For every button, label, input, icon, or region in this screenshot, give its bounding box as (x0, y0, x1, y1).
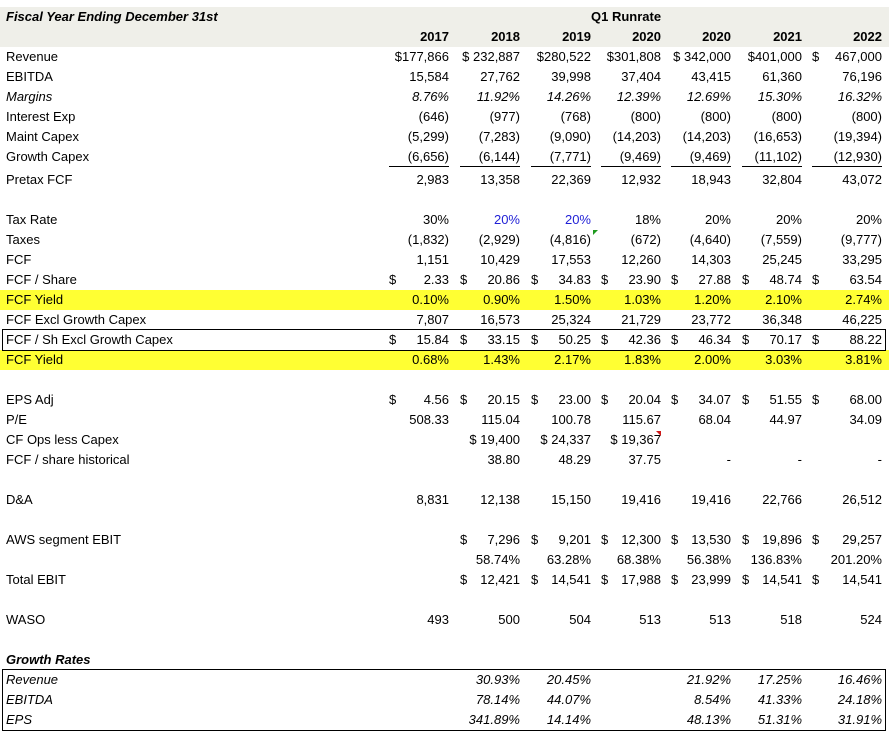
cell-fcfshexcl-0[interactable]: 15.84 (416, 332, 449, 347)
row-totebit (0, 570, 889, 590)
cell-totebit-2-currency[interactable]: $ (531, 572, 539, 587)
row-label-aws[interactable]: AWS segment EBIT (6, 532, 122, 547)
cell-greps-4[interactable]: 48.13% (686, 712, 731, 727)
cell-eps-2-currency[interactable]: $ (531, 392, 539, 407)
cell-aws-5-currency[interactable]: $ (742, 532, 750, 547)
row-label-maint[interactable]: Maint Capex (6, 129, 79, 144)
cell-maint-0[interactable]: (5,299) (407, 129, 449, 144)
row-label-fcfyield2[interactable]: FCF Yield (6, 352, 64, 367)
row-label-grrev[interactable]: Revenue (6, 672, 59, 687)
cell-fcfshare-5[interactable]: 48.74 (769, 272, 802, 287)
row-awspct (0, 550, 889, 570)
row-label-eps[interactable]: EPS Adj (6, 392, 54, 407)
cell-eps-4[interactable]: 34.07 (698, 392, 731, 407)
cell-fcfyield-0[interactable]: 0.10% (412, 292, 449, 307)
row-da (0, 490, 889, 510)
cell-ebitda-2[interactable]: 39,998 (551, 69, 591, 84)
cell-fcfexcl-3[interactable]: 21,729 (621, 312, 661, 327)
year-2018[interactable]: 2018 (491, 29, 520, 44)
cell-taxrate-4[interactable]: 20% (704, 212, 731, 227)
cell-fcfshexcl-4[interactable]: 46.34 (698, 332, 731, 347)
cell-waso-6[interactable]: 524 (860, 612, 882, 627)
cell-greps-5[interactable]: 51.31% (757, 712, 802, 727)
cell-fcfexcl-0[interactable]: 7,807 (416, 312, 449, 327)
year-2021[interactable]: 2021 (773, 29, 802, 44)
cell-aws-1[interactable]: 7,296 (487, 532, 520, 547)
cell-fcfyield-1[interactable]: 0.90% (483, 292, 520, 307)
cell-grrev-6[interactable]: 16.46% (837, 672, 882, 687)
cell-fcf-6[interactable]: 33,295 (842, 252, 882, 267)
row-ebitda (0, 67, 889, 87)
row-label-pretax[interactable]: Pretax FCF (6, 172, 73, 187)
cell-interest-0[interactable]: (646) (418, 109, 449, 124)
cell-grrev-2[interactable]: 20.45% (546, 672, 591, 687)
cell-aws-3[interactable]: 12,300 (621, 532, 661, 547)
row-label-totebit[interactable]: Total EBIT (6, 572, 66, 587)
cell-fcfyield2-3[interactable]: 1.83% (624, 352, 661, 367)
cell-revenue-1[interactable]: $ 232,887 (462, 49, 520, 64)
cell-eps-5-currency[interactable]: $ (742, 392, 750, 407)
cell-pe-5[interactable]: 44.97 (769, 412, 802, 427)
row-label-growth[interactable]: Growth Capex (6, 149, 90, 164)
cell-grrev-1[interactable]: 30.93% (475, 672, 520, 687)
cell-fcfshare-1[interactable]: 20.86 (487, 272, 520, 287)
row-aws (0, 530, 889, 550)
cell-da-5[interactable]: 22,766 (762, 492, 802, 507)
cell-maint-1[interactable]: (7,283) (478, 129, 520, 144)
cell-fcfhist-6[interactable]: - (877, 452, 882, 467)
cell-aws-4[interactable]: 13,530 (691, 532, 731, 547)
row-label-taxrate[interactable]: Tax Rate (6, 212, 58, 227)
cell-da-1[interactable]: 12,138 (480, 492, 520, 507)
cell-fcfshexcl-6-currency[interactable]: $ (812, 332, 820, 347)
cell-fcf-2[interactable]: 17,553 (551, 252, 591, 267)
cell-fcfshare-6[interactable]: 63.54 (849, 272, 882, 287)
cell-interest-1[interactable]: (977) (489, 109, 520, 124)
cell-eps-2[interactable]: 23.00 (558, 392, 591, 407)
cell-ebitda-0[interactable]: 15,584 (409, 69, 449, 84)
cell-ebitda-5[interactable]: 61,360 (762, 69, 802, 84)
cell-waso-0[interactable]: 493 (427, 612, 449, 627)
cell-aws-4-currency[interactable]: $ (671, 532, 679, 547)
cell-pretax-5[interactable]: 32,804 (762, 172, 802, 187)
cell-fcfshexcl-2-currency[interactable]: $ (531, 332, 539, 347)
cell-totebit-3[interactable]: 17,988 (621, 572, 661, 587)
header-runrate-label[interactable]: Q1 Runrate (591, 9, 662, 24)
year-2022[interactable]: 2022 (853, 29, 882, 44)
cell-growth-0[interactable]: (6,656) (407, 149, 449, 164)
cell-fcfshexcl-5[interactable]: 70.17 (769, 332, 802, 347)
row-label-revenue[interactable]: Revenue (6, 49, 59, 64)
cell-fcf-5[interactable]: 25,245 (762, 252, 802, 267)
cell-fcfhist-2[interactable]: 48.29 (558, 452, 591, 467)
row-eps (0, 390, 889, 410)
cell-totebit-5-currency[interactable]: $ (742, 572, 750, 587)
cell-fcfshexcl-0-currency[interactable]: $ (389, 332, 397, 347)
cell-revenue-2[interactable]: $280,522 (536, 49, 591, 64)
row-grhdr (0, 650, 889, 670)
cell-pe-4[interactable]: 68.04 (698, 412, 731, 427)
growth-rates-border (2, 669, 886, 731)
cell-revenue-3[interactable]: $301,808 (606, 49, 661, 64)
cell-margins-5[interactable]: 15.30% (757, 89, 802, 104)
row-label-waso[interactable]: WASO (6, 612, 46, 627)
cell-eps-6-currency[interactable]: $ (812, 392, 820, 407)
cell-fcfshexcl-3-currency[interactable]: $ (601, 332, 609, 347)
cell-pretax-1[interactable]: 13,358 (480, 172, 520, 187)
cell-fcfshare-3-currency[interactable]: $ (601, 272, 609, 287)
total-underline-2022 (812, 166, 882, 167)
cell-growth-2[interactable]: (7,771) (549, 149, 591, 164)
cell-fcfshare-4-currency[interactable]: $ (671, 272, 679, 287)
row-label-fcfhist[interactable]: FCF / share historical (6, 452, 130, 467)
row-label-grebitda[interactable]: EBITDA (6, 692, 53, 707)
row-waso (0, 610, 889, 630)
cell-taxrate-5[interactable]: 20% (775, 212, 802, 227)
cell-fcfshexcl-2[interactable]: 50.25 (558, 332, 591, 347)
row-taxrate (0, 210, 889, 230)
total-underline-2017 (389, 166, 449, 167)
cell-fcfyield2-4[interactable]: 2.00% (694, 352, 731, 367)
cell-revenue-0[interactable]: $177,866 (394, 49, 449, 64)
cell-pe-6[interactable]: 34.09 (849, 412, 882, 427)
cell-pe-0[interactable]: 508.33 (409, 412, 449, 427)
cell-maint-2[interactable]: (9,090) (549, 129, 591, 144)
cell-cfops-2[interactable]: $ 24,337 (540, 432, 591, 447)
row-fcfshare (0, 270, 889, 290)
cell-fcfhist-1[interactable]: 38.80 (487, 452, 520, 467)
cell-fcfshare-3[interactable]: 23.90 (628, 272, 661, 287)
total-underline-2021 (742, 166, 802, 167)
cell-pe-1[interactable]: 115.04 (481, 412, 520, 427)
year-2020-runrate[interactable]: 2020 (632, 29, 661, 44)
cell-aws-2[interactable]: 9,201 (558, 532, 591, 547)
cell-fcfyield2-2[interactable]: 2.17% (554, 352, 591, 367)
cell-margins-0[interactable]: 8.76% (412, 89, 449, 104)
cell-totebit-3-currency[interactable]: $ (601, 572, 609, 587)
cell-fcfyield2-0[interactable]: 0.68% (412, 352, 449, 367)
cell-taxes-6[interactable]: (9,777) (840, 232, 882, 247)
cell-awspct-4[interactable]: 56.38% (686, 552, 731, 567)
cell-totebit-6[interactable]: 14,541 (842, 572, 882, 587)
row-interest (0, 107, 889, 127)
row-pretax (0, 170, 889, 190)
cell-fcfshare-4[interactable]: 27.88 (698, 272, 731, 287)
row-fcfhist (0, 450, 889, 470)
cell-taxrate-2[interactable]: 20% (564, 212, 591, 227)
cell-waso-2[interactable]: 504 (569, 612, 591, 627)
cell-fcfexcl-6[interactable]: 46,225 (842, 312, 882, 327)
cell-fcf-0[interactable]: 1,151 (416, 252, 449, 267)
header-title[interactable]: Fiscal Year Ending December 31st (6, 9, 218, 24)
cell-awspct-6[interactable]: 201.20% (830, 552, 882, 567)
cell-pretax-6[interactable]: 43,072 (842, 172, 882, 187)
cell-fcfshare-0-currency[interactable]: $ (389, 272, 397, 287)
cell-fcfshexcl-5-currency[interactable]: $ (742, 332, 750, 347)
cell-interest-4[interactable]: (800) (700, 109, 731, 124)
cell-fcfexcl-5[interactable]: 36,348 (762, 312, 802, 327)
cell-fcf-1[interactable]: 10,429 (480, 252, 520, 267)
row-label-da[interactable]: D&A (6, 492, 33, 507)
cell-da-4[interactable]: 19,416 (691, 492, 731, 507)
row-label-interest[interactable]: Interest Exp (6, 109, 76, 124)
cell-ebitda-6[interactable]: 76,196 (842, 69, 882, 84)
cell-fcf-4[interactable]: 14,303 (691, 252, 731, 267)
cell-da-6[interactable]: 26,512 (842, 492, 882, 507)
cell-grrev-5[interactable]: 17.25% (757, 672, 802, 687)
cell-margins-2[interactable]: 14.26% (546, 89, 591, 104)
cell-fcfhist-3[interactable]: 37.75 (628, 452, 661, 467)
cell-pretax-3[interactable]: 12,932 (621, 172, 661, 187)
cell-fcfshare-2[interactable]: 34.83 (558, 272, 591, 287)
cell-eps-6[interactable]: 68.00 (849, 392, 882, 407)
row-label-cfops[interactable]: CF Ops less Capex (6, 432, 119, 447)
cell-waso-4[interactable]: 513 (709, 612, 731, 627)
cell-taxes-4[interactable]: (4,640) (689, 232, 731, 247)
cell-fcfshare-0[interactable]: 2.33 (423, 272, 449, 287)
year-2020[interactable]: 2020 (702, 29, 731, 44)
total-underline-2020 (671, 166, 731, 167)
cell-fcfyield2-5[interactable]: 3.03% (765, 352, 802, 367)
cell-fcfshare-5-currency[interactable]: $ (742, 272, 750, 287)
cell-taxes-1[interactable]: (2,929) (478, 232, 520, 247)
cell-awspct-2[interactable]: 63.28% (546, 552, 591, 567)
cell-pretax-0[interactable]: 2,983 (416, 172, 449, 187)
cell-ebitda-3[interactable]: 37,404 (621, 69, 661, 84)
cell-grebitda-1[interactable]: 78.14% (475, 692, 520, 707)
cell-cfops-1[interactable]: $ 19,400 (469, 432, 520, 447)
row-cfops (0, 430, 889, 450)
cell-margins-4[interactable]: 12.69% (686, 89, 731, 104)
row-label-margins[interactable]: Margins (6, 89, 53, 104)
header-row-title (0, 7, 889, 27)
cell-fcfexcl-2[interactable]: 25,324 (551, 312, 591, 327)
cell-fcfshexcl-3[interactable]: 42.36 (628, 332, 661, 347)
cell-taxes-0[interactable]: (1,832) (407, 232, 449, 247)
cell-eps-0-currency[interactable]: $ (389, 392, 397, 407)
cell-growth-1[interactable]: (6,144) (478, 149, 520, 164)
cell-fcfyield-6[interactable]: 2.74% (845, 292, 882, 307)
cell-totebit-4[interactable]: 23,999 (691, 572, 731, 587)
cell-totebit-6-currency[interactable]: $ (812, 572, 820, 587)
cell-taxes-5[interactable]: (7,559) (760, 232, 802, 247)
year-2019[interactable]: 2019 (562, 29, 591, 44)
cell-fcfyield-4[interactable]: 1.20% (694, 292, 731, 307)
cell-ebitda-4[interactable]: 43,415 (691, 69, 731, 84)
cell-fcfyield2-6[interactable]: 3.81% (845, 352, 882, 367)
cell-taxes-3[interactable]: (672) (630, 232, 661, 247)
cell-da-2[interactable]: 15,150 (551, 492, 591, 507)
cell-greps-1[interactable]: 341.89% (468, 712, 520, 727)
cell-totebit-2[interactable]: 14,541 (551, 572, 591, 587)
cell-interest-5[interactable]: (800) (771, 109, 802, 124)
cell-fcfshexcl-4-currency[interactable]: $ (671, 332, 679, 347)
cell-da-0[interactable]: 8,831 (416, 492, 449, 507)
row-label-ebitda[interactable]: EBITDA (6, 69, 53, 84)
cell-grebitda-6[interactable]: 24.18% (837, 692, 882, 707)
row-maint (0, 127, 889, 147)
cell-grebitda-4[interactable]: 8.54% (694, 692, 731, 707)
cell-awspct-5[interactable]: 136.83% (750, 552, 802, 567)
cell-fcfexcl-4[interactable]: 23,772 (691, 312, 731, 327)
cell-fcfhist-5[interactable]: - (797, 452, 802, 467)
row-fcfexcl (0, 310, 889, 330)
cell-eps-5[interactable]: 51.55 (769, 392, 802, 407)
cell-grebitda-5[interactable]: 41.33% (757, 692, 802, 707)
row-label-taxes[interactable]: Taxes (6, 232, 40, 247)
cell-growth-4[interactable]: (9,469) (689, 149, 731, 164)
row-fcf (0, 250, 889, 270)
cell-taxes-2[interactable]: (4,816) (549, 232, 591, 247)
cell-aws-2-currency[interactable]: $ (531, 532, 539, 547)
cell-fcfshare-6-currency[interactable]: $ (812, 272, 820, 287)
cell-interest-6[interactable]: (800) (851, 109, 882, 124)
cell-grrev-4[interactable]: 21.92% (686, 672, 731, 687)
total-underline-2019 (531, 166, 591, 167)
cell-totebit-1-currency[interactable]: $ (460, 572, 468, 587)
cell-aws-6[interactable]: 29,257 (842, 532, 882, 547)
cell-margins-3[interactable]: 12.39% (616, 89, 661, 104)
cell-pretax-4[interactable]: 18,943 (691, 172, 731, 187)
row-label-pe[interactable]: P/E (6, 412, 27, 427)
row-fcfyield (0, 290, 889, 310)
fcf-sh-excl-border (2, 329, 886, 351)
cell-fcfexcl-1[interactable]: 16,573 (480, 312, 520, 327)
cell-interest-3[interactable]: (800) (630, 109, 661, 124)
cell-aws-5[interactable]: 19,896 (762, 532, 802, 547)
comment-indicator-green (593, 230, 598, 235)
cell-fcfshexcl-6[interactable]: 88.22 (849, 332, 882, 347)
cell-growth-6[interactable]: (12,930) (833, 149, 882, 164)
cell-pretax-2[interactable]: 22,369 (551, 172, 591, 187)
cell-da-3[interactable]: 19,416 (621, 492, 661, 507)
row-revenue (0, 47, 889, 67)
cell-maint-5[interactable]: (16,653) (753, 129, 802, 144)
header-row-years (0, 27, 889, 47)
cell-taxrate-1[interactable]: 20% (493, 212, 520, 227)
row-pe (0, 410, 889, 430)
row-label-fcf[interactable]: FCF (6, 252, 32, 267)
cell-waso-1[interactable]: 500 (498, 612, 520, 627)
cell-waso-3[interactable]: 513 (639, 612, 661, 627)
cell-eps-0[interactable]: 4.56 (423, 392, 449, 407)
row-label-fcfshare[interactable]: FCF / Share (6, 272, 77, 287)
cell-growth-3[interactable]: (9,469) (619, 149, 661, 164)
cell-fcfhist-4[interactable]: - (726, 452, 731, 467)
cell-ebitda-1[interactable]: 27,762 (480, 69, 520, 84)
row-label-grhdr[interactable]: Growth Rates (6, 652, 91, 667)
year-2017[interactable]: 2017 (420, 29, 449, 44)
row-label-greps[interactable]: EPS (6, 712, 33, 727)
cell-maint-6[interactable]: (19,394) (833, 129, 882, 144)
cell-fcfshexcl-1-currency[interactable]: $ (460, 332, 468, 347)
cell-margins-6[interactable]: 16.32% (837, 89, 882, 104)
cell-revenue-6[interactable]: 467,000 (835, 49, 882, 64)
cell-fcfyield-2[interactable]: 1.50% (554, 292, 591, 307)
cell-revenue-5[interactable]: $401,000 (747, 49, 802, 64)
row-growth (0, 147, 889, 167)
cell-fcf-3[interactable]: 12,260 (621, 252, 661, 267)
cell-greps-2[interactable]: 14.14% (546, 712, 591, 727)
cell-taxrate-3[interactable]: 18% (634, 212, 661, 227)
cell-fcfyield-5[interactable]: 2.10% (765, 292, 802, 307)
cell-awspct-1[interactable]: 58.74% (475, 552, 520, 567)
cell-maint-3[interactable]: (14,203) (612, 129, 661, 144)
cell-revenue-4[interactable]: $ 342,000 (673, 49, 731, 64)
row-label-fcfexcl[interactable]: FCF Excl Growth Capex (6, 312, 147, 327)
cell-greps-6[interactable]: 31.91% (837, 712, 882, 727)
cell-totebit-1[interactable]: 12,421 (480, 572, 520, 587)
row-taxes (0, 230, 889, 250)
cell-maint-4[interactable]: (14,203) (682, 129, 731, 144)
cell-taxrate-6[interactable]: 20% (855, 212, 882, 227)
cell-fcfshexcl-1[interactable]: 33.15 (487, 332, 520, 347)
cell-totebit-5[interactable]: 14,541 (762, 572, 802, 587)
cell-totebit-4-currency[interactable]: $ (671, 572, 679, 587)
cell-eps-1[interactable]: 20.15 (487, 392, 520, 407)
cell-pe-2[interactable]: 100.78 (551, 412, 591, 427)
cell-fcfshare-2-currency[interactable]: $ (531, 272, 539, 287)
row-label-fcfshexcl[interactable]: FCF / Sh Excl Growth Capex (6, 332, 173, 347)
cell-growth-5[interactable]: (11,102) (754, 149, 802, 164)
cell-eps-3[interactable]: 20.04 (628, 392, 661, 407)
row-label-fcfyield[interactable]: FCF Yield (6, 292, 64, 307)
cell-revenue-6-currency[interactable]: $ (812, 49, 820, 64)
cell-aws-6-currency[interactable]: $ (812, 532, 820, 547)
cell-taxrate-0[interactable]: 30% (422, 212, 449, 227)
cell-fcfyield-3[interactable]: 1.03% (624, 292, 661, 307)
cell-pe-3[interactable]: 115.67 (622, 412, 661, 427)
cell-eps-1-currency[interactable]: $ (460, 392, 468, 407)
cell-eps-4-currency[interactable]: $ (671, 392, 679, 407)
cell-grebitda-2[interactable]: 44.07% (546, 692, 591, 707)
cell-interest-2[interactable]: (768) (560, 109, 591, 124)
cell-awspct-3[interactable]: 68.38% (616, 552, 661, 567)
cell-fcfshare-1-currency[interactable]: $ (460, 272, 468, 287)
row-fcfyield2 (0, 350, 889, 370)
cell-eps-3-currency[interactable]: $ (601, 392, 609, 407)
cell-aws-3-currency[interactable]: $ (601, 532, 609, 547)
cell-aws-1-currency[interactable]: $ (460, 532, 468, 547)
cell-margins-1[interactable]: 11.92% (476, 89, 520, 104)
cell-cfops-3[interactable]: $ 19,367 (610, 432, 661, 447)
cell-fcfyield2-1[interactable]: 1.43% (483, 352, 520, 367)
cell-waso-5[interactable]: 518 (780, 612, 802, 627)
comment-indicator-red (656, 431, 661, 436)
row-margins (0, 87, 889, 107)
total-underline-2020r (601, 166, 661, 167)
total-underline-2018 (460, 166, 520, 167)
